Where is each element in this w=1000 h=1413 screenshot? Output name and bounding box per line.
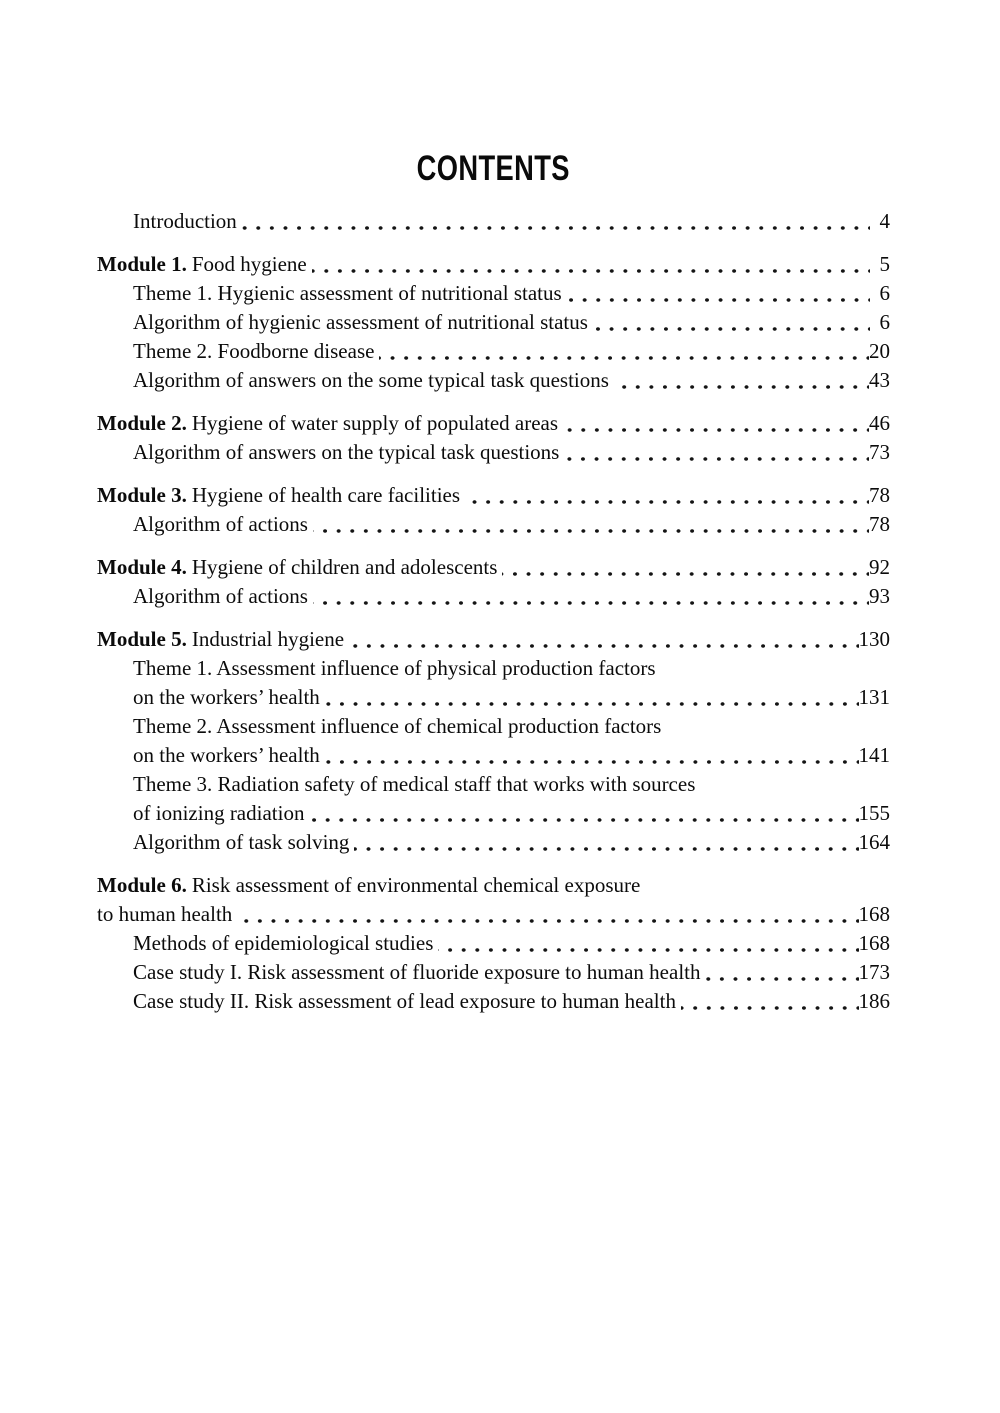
toc-entry-page-number: 131: [858, 685, 890, 709]
toc-entry: [97, 582, 890, 611]
toc-entry: [97, 337, 890, 366]
toc-entry: [97, 712, 890, 741]
toc-entry-title: Hygiene of children and adolescents: [191, 555, 498, 579]
toc-entry-title: Algorithm of actions: [133, 584, 308, 608]
toc-entry-page-number: 92: [869, 555, 890, 579]
toc-entry: [97, 871, 890, 900]
toc-entry-page-number: 43: [869, 368, 890, 392]
toc-entry-title: Theme 1. Hygienic assessment of nutritional status: [133, 281, 562, 305]
toc-entry-title: Algorithm of answers on the some typical task questions: [133, 368, 609, 392]
toc-entry: [97, 308, 890, 337]
toc-entry-module-label: Module 5.: [97, 627, 187, 651]
toc-entry-title: Theme 2. Foodborne disease: [133, 339, 375, 363]
dot-leader: [354, 828, 858, 857]
toc-entry-page-number: 168: [858, 902, 890, 926]
toc-entry: [97, 625, 890, 654]
toc-entry-page-number: 6: [879, 310, 890, 334]
toc-entry: [97, 207, 890, 236]
toc-entry-page-number: 73: [869, 440, 890, 464]
dot-leader: [242, 207, 870, 236]
toc-entry-page-number: 5: [879, 252, 890, 276]
dot-leader: [237, 900, 858, 929]
toc-entry: [97, 250, 890, 279]
toc-entry-module-label: Module 6.: [97, 873, 187, 897]
toc-entry-title: Theme 2. Assessment influence of chemical production factors: [133, 714, 662, 738]
toc-entry: [97, 987, 890, 1016]
toc-entry-page-number: 78: [869, 512, 890, 536]
toc-entry: [97, 366, 890, 395]
dot-leader: [438, 929, 858, 958]
toc-entry-module-label: Module 3.: [97, 483, 187, 507]
dot-leader: [309, 799, 858, 828]
toc-entry: [97, 770, 890, 799]
toc-entry-title: on the workers’ health: [133, 743, 320, 767]
dot-leader: [312, 250, 870, 279]
toc-entry-page-number: 130: [858, 627, 890, 651]
toc-entry-page-number: 186: [858, 989, 890, 1013]
dot-leader: [563, 409, 869, 438]
toc-entry-title: Theme 1. Assessment influence of physical production factors: [133, 656, 656, 680]
toc-entry-title: Industrial hygiene: [191, 627, 345, 651]
toc-entry-page-number: 4: [879, 209, 890, 233]
dot-leader: [349, 625, 858, 654]
toc-entry-page-number: 173: [858, 960, 890, 984]
toc-entry-module-label: Module 1.: [97, 252, 187, 276]
toc-entry: [97, 481, 890, 510]
page-title-text: CONTENTS: [416, 149, 571, 188]
toc-entry-title: Food hygiene: [191, 252, 307, 276]
toc-entry-title: Algorithm of actions: [133, 512, 308, 536]
dot-leader: [567, 279, 870, 308]
toc-entry: [97, 929, 890, 958]
toc-entry: [97, 279, 890, 308]
toc-entry: [97, 741, 890, 770]
toc-entry-module-label: Module 4.: [97, 555, 187, 579]
toc-entry-page-number: 164: [858, 830, 890, 854]
toc-entry-title: Algorithm of hygienic assessment of nutritional status: [133, 310, 588, 334]
toc-entry-title: Introduction: [133, 209, 237, 233]
toc-entry-page-number: 155: [858, 801, 890, 825]
dot-leader: [465, 481, 869, 510]
toc-entry-title: Hygiene of health care facilities: [191, 483, 461, 507]
dot-leader: [325, 741, 859, 770]
toc-entry-page-number: 78: [869, 483, 890, 507]
toc-list: [97, 207, 890, 1016]
page-title: [97, 151, 890, 186]
dot-leader: [325, 683, 859, 712]
dot-leader: [705, 958, 858, 987]
toc-entry: [97, 438, 890, 467]
toc-entry-title: Hygiene of water supply of populated areas: [191, 411, 559, 435]
toc-entry-title: Algorithm of task solving: [133, 830, 350, 854]
dot-leader: [313, 510, 869, 539]
toc-entry-title: Theme 3. Radiation safety of medical staff that works with sources: [133, 772, 696, 796]
toc-entry: [97, 409, 890, 438]
toc-entry-title: on the workers’ health: [133, 685, 320, 709]
toc-entry-module-label: Module 2.: [97, 411, 187, 435]
toc-entry-page-number: 168: [858, 931, 890, 955]
dot-leader: [681, 987, 859, 1016]
dot-leader: [313, 582, 869, 611]
toc-entry-title: Methods of epidemiological studies: [133, 931, 434, 955]
dot-leader: [593, 308, 870, 337]
dot-leader: [379, 337, 869, 366]
toc-entry-page-number: 46: [869, 411, 890, 435]
toc-entry: [97, 958, 890, 987]
toc-entry-page-number: 141: [858, 743, 890, 767]
toc-entry-page-number: 20: [869, 339, 890, 363]
toc-entry-title: Case study II. Risk assessment of lead exposure to human health: [133, 989, 676, 1013]
toc-entry-title: Case study I. Risk assessment of fluoride exposure to human health: [133, 960, 701, 984]
dot-leader: [614, 366, 869, 395]
dot-leader: [502, 553, 869, 582]
toc-entry: [97, 654, 890, 683]
toc-entry-page-number: 93: [869, 584, 890, 608]
toc-entry-title: Algorithm of answers on the typical task questions: [133, 440, 560, 464]
dot-leader: [564, 438, 869, 467]
toc-entry-title: to human health: [97, 902, 233, 926]
toc-entry: [97, 828, 890, 857]
toc-entry-title: of ionizing radiation: [133, 801, 305, 825]
toc-entry-title: Risk assessment of environmental chemical exposure: [191, 873, 641, 897]
toc-entry: [97, 683, 890, 712]
toc-entry: [97, 900, 890, 929]
toc-entry: [97, 799, 890, 828]
toc-entry: [97, 553, 890, 582]
toc-entry: [97, 510, 890, 539]
toc-entry-page-number: 6: [879, 281, 890, 305]
